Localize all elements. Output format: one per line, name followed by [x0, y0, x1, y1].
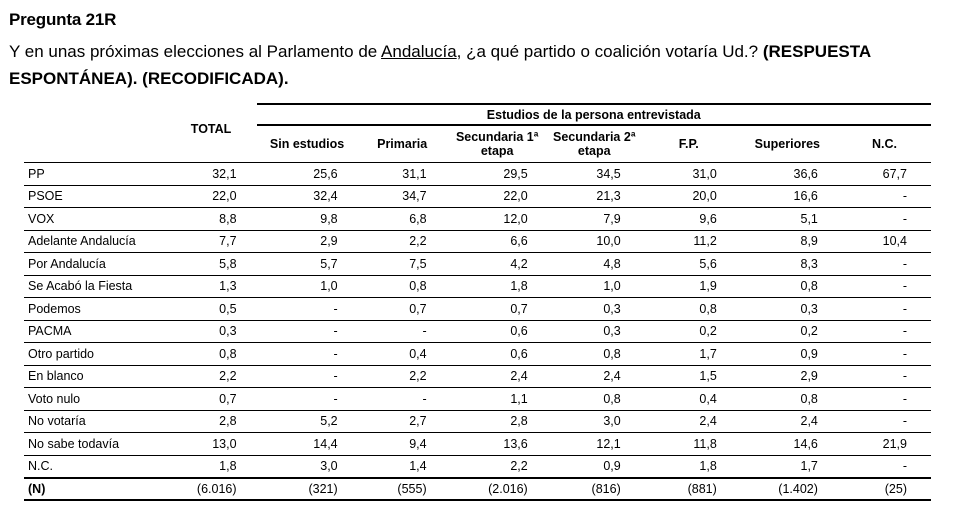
row-label: Podemos	[24, 298, 166, 321]
table-row	[24, 230, 931, 253]
table-cell: 12,1	[548, 433, 641, 456]
table-cell: 67,7	[838, 163, 931, 186]
table-cell: 2,9	[737, 365, 838, 388]
table-cell: 0,8	[641, 298, 737, 321]
table-cell: 0,8	[548, 343, 641, 366]
header-row-columns	[24, 125, 931, 163]
row-label: VOX	[24, 208, 166, 231]
table-cell: 2,4	[548, 365, 641, 388]
table-cell: 2,2	[358, 365, 447, 388]
table-cell: 6,6	[447, 230, 548, 253]
table-cell: 10,4	[838, 230, 931, 253]
sample-size-cell: (6.016)	[166, 478, 257, 500]
sample-size-label: (N)	[24, 478, 166, 500]
table-cell: 2,4	[737, 410, 838, 433]
table-cell: 3,0	[257, 455, 358, 478]
table-row	[24, 253, 931, 276]
table-cell: 8,9	[737, 230, 838, 253]
table-cell: 10,0	[548, 230, 641, 253]
sample-size-cell: (555)	[358, 478, 447, 500]
column-header: Primaria	[358, 125, 447, 163]
table-row	[24, 433, 931, 456]
question-title: Pregunta 21R	[9, 10, 117, 29]
table-cell: 11,2	[641, 230, 737, 253]
table-cell: 3,0	[548, 410, 641, 433]
table-row	[24, 365, 931, 388]
row-label: N.C.	[24, 455, 166, 478]
header-label-blank	[24, 125, 166, 163]
question-text-end: , ¿a qué partido o coalición votaría Ud.?	[456, 42, 763, 61]
table-cell: -	[257, 298, 358, 321]
table-cell: 1,4	[358, 455, 447, 478]
row-label: En blanco	[24, 365, 166, 388]
table-row	[24, 320, 931, 343]
column-header: Sin estudios	[257, 125, 358, 163]
sample-size-cell: (2.016)	[447, 478, 548, 500]
table-cell: 0,8	[737, 275, 838, 298]
table-cell: 0,4	[641, 388, 737, 411]
table-cell: 0,8	[737, 388, 838, 411]
table-cell: 32,1	[166, 163, 257, 186]
sample-size-cell: (1.402)	[737, 478, 838, 500]
table-cell: 0,3	[548, 298, 641, 321]
table-cell: 21,3	[548, 185, 641, 208]
table-cell: 34,5	[548, 163, 641, 186]
table-cell: -	[838, 410, 931, 433]
table-cell: 2,7	[358, 410, 447, 433]
table-cell: 0,9	[548, 455, 641, 478]
table-cell: 7,9	[548, 208, 641, 231]
table-cell: 29,5	[447, 163, 548, 186]
question-text	[9, 38, 954, 92]
table-row	[24, 410, 931, 433]
table-cell: 5,7	[257, 253, 358, 276]
sample-size-row	[24, 478, 931, 500]
row-label: Se Acabó la Fiesta	[24, 275, 166, 298]
table-cell: 9,8	[257, 208, 358, 231]
table-cell: 0,7	[358, 298, 447, 321]
table-cell: 1,9	[641, 275, 737, 298]
table-cell: 22,0	[447, 185, 548, 208]
column-header: N.C.	[838, 125, 931, 163]
table-cell: -	[838, 365, 931, 388]
table-cell: 8,8	[166, 208, 257, 231]
table-cell: 34,7	[358, 185, 447, 208]
table-cell: -	[838, 253, 931, 276]
table-cell: 14,4	[257, 433, 358, 456]
table-cell: 12,0	[447, 208, 548, 231]
table-row	[24, 343, 931, 366]
table-cell: -	[838, 343, 931, 366]
table-cell: 0,9	[737, 343, 838, 366]
table-row	[24, 275, 931, 298]
table-cell: 0,5	[166, 298, 257, 321]
column-header: F.P.	[641, 125, 737, 163]
table-cell: -	[838, 208, 931, 231]
table-cell: 0,3	[166, 320, 257, 343]
table-cell: 0,6	[447, 343, 548, 366]
row-label: Adelante Andalucía	[24, 230, 166, 253]
table-cell: 13,0	[166, 433, 257, 456]
table-cell: 2,2	[447, 455, 548, 478]
table-cell: 25,6	[257, 163, 358, 186]
table-cell: 7,5	[358, 253, 447, 276]
table-cell: 5,2	[257, 410, 358, 433]
table-cell: 0,7	[447, 298, 548, 321]
table-cell: 32,4	[257, 185, 358, 208]
table-cell: 4,8	[548, 253, 641, 276]
table-cell: 2,8	[447, 410, 548, 433]
table-cell: -	[838, 455, 931, 478]
sample-size-cell: (321)	[257, 478, 358, 500]
header-blank	[24, 104, 166, 125]
table-row	[24, 298, 931, 321]
table-cell: 2,9	[257, 230, 358, 253]
table-cell: 2,8	[166, 410, 257, 433]
table-cell: 1,1	[447, 388, 548, 411]
table-cell: 1,8	[641, 455, 737, 478]
table-cell: -	[257, 320, 358, 343]
table-cell: 0,3	[548, 320, 641, 343]
table-cell: 1,5	[641, 365, 737, 388]
header-education-group: Estudios de la persona entrevistada	[257, 104, 931, 125]
table-cell: 5,8	[166, 253, 257, 276]
results-table-body	[24, 163, 931, 501]
column-header: Secundaria 2ª etapa	[548, 125, 641, 163]
table-cell: 2,4	[447, 365, 548, 388]
table-cell: -	[257, 343, 358, 366]
table-cell: 6,8	[358, 208, 447, 231]
row-label: No votaría	[24, 410, 166, 433]
row-label: No sabe todavía	[24, 433, 166, 456]
table-cell: 31,0	[641, 163, 737, 186]
row-label: PSOE	[24, 185, 166, 208]
sample-size-cell: (816)	[548, 478, 641, 500]
table-cell: 1,7	[737, 455, 838, 478]
row-label: PP	[24, 163, 166, 186]
column-header: Superiores	[737, 125, 838, 163]
table-row	[24, 208, 931, 231]
table-cell: 14,6	[737, 433, 838, 456]
header-row-group	[24, 104, 931, 125]
table-cell: -	[838, 275, 931, 298]
table-cell: -	[838, 185, 931, 208]
table-cell: 1,7	[641, 343, 737, 366]
table-cell: -	[257, 388, 358, 411]
table-cell: 31,1	[358, 163, 447, 186]
table-cell: 0,8	[166, 343, 257, 366]
table-cell: -	[358, 320, 447, 343]
table-cell: 22,0	[166, 185, 257, 208]
table-cell: 1,8	[166, 455, 257, 478]
results-table	[24, 103, 931, 501]
row-label: Por Andalucía	[24, 253, 166, 276]
table-row	[24, 388, 931, 411]
table-cell: 0,2	[641, 320, 737, 343]
row-label: PACMA	[24, 320, 166, 343]
table-cell: 2,4	[641, 410, 737, 433]
table-cell: 7,7	[166, 230, 257, 253]
table-cell: 9,6	[641, 208, 737, 231]
sample-size-cell: (25)	[838, 478, 931, 500]
column-header: Secundaria 1ª etapa	[447, 125, 548, 163]
table-cell: 0,6	[447, 320, 548, 343]
table-cell: 0,3	[737, 298, 838, 321]
table-cell: 9,4	[358, 433, 447, 456]
table-cell: -	[838, 298, 931, 321]
header-total: TOTAL	[166, 104, 257, 163]
table-cell: -	[358, 388, 447, 411]
table-row	[24, 455, 931, 478]
table-cell: 20,0	[641, 185, 737, 208]
table-cell: 2,2	[358, 230, 447, 253]
question-region: Andalucía	[381, 42, 457, 61]
question-text-start: Y en unas próximas elecciones al Parlamento de	[9, 42, 382, 61]
table-cell: 0,8	[548, 388, 641, 411]
table-cell: 0,4	[358, 343, 447, 366]
table-cell: 0,7	[166, 388, 257, 411]
table-cell: 5,1	[737, 208, 838, 231]
table-cell: 13,6	[447, 433, 548, 456]
table-cell: -	[838, 320, 931, 343]
table-row	[24, 163, 931, 186]
sample-size-cell: (881)	[641, 478, 737, 500]
table-cell: -	[838, 388, 931, 411]
table-cell: 11,8	[641, 433, 737, 456]
table-cell: 1,0	[548, 275, 641, 298]
table-cell: 0,2	[737, 320, 838, 343]
table-cell: 36,6	[737, 163, 838, 186]
table-cell: 5,6	[641, 253, 737, 276]
table-cell: 0,8	[358, 275, 447, 298]
table-cell: -	[257, 365, 358, 388]
table-row	[24, 185, 931, 208]
question-qualifier: (RESPUESTA ESPONTÁNEA). (RECODIFICADA).	[9, 42, 871, 88]
row-label: Voto nulo	[24, 388, 166, 411]
table-cell: 1,8	[447, 275, 548, 298]
table-cell: 21,9	[838, 433, 931, 456]
table-cell: 1,0	[257, 275, 358, 298]
table-cell: 16,6	[737, 185, 838, 208]
row-label: Otro partido	[24, 343, 166, 366]
table-cell: 8,3	[737, 253, 838, 276]
table-cell: 2,2	[166, 365, 257, 388]
table-cell: 1,3	[166, 275, 257, 298]
table-cell: 4,2	[447, 253, 548, 276]
